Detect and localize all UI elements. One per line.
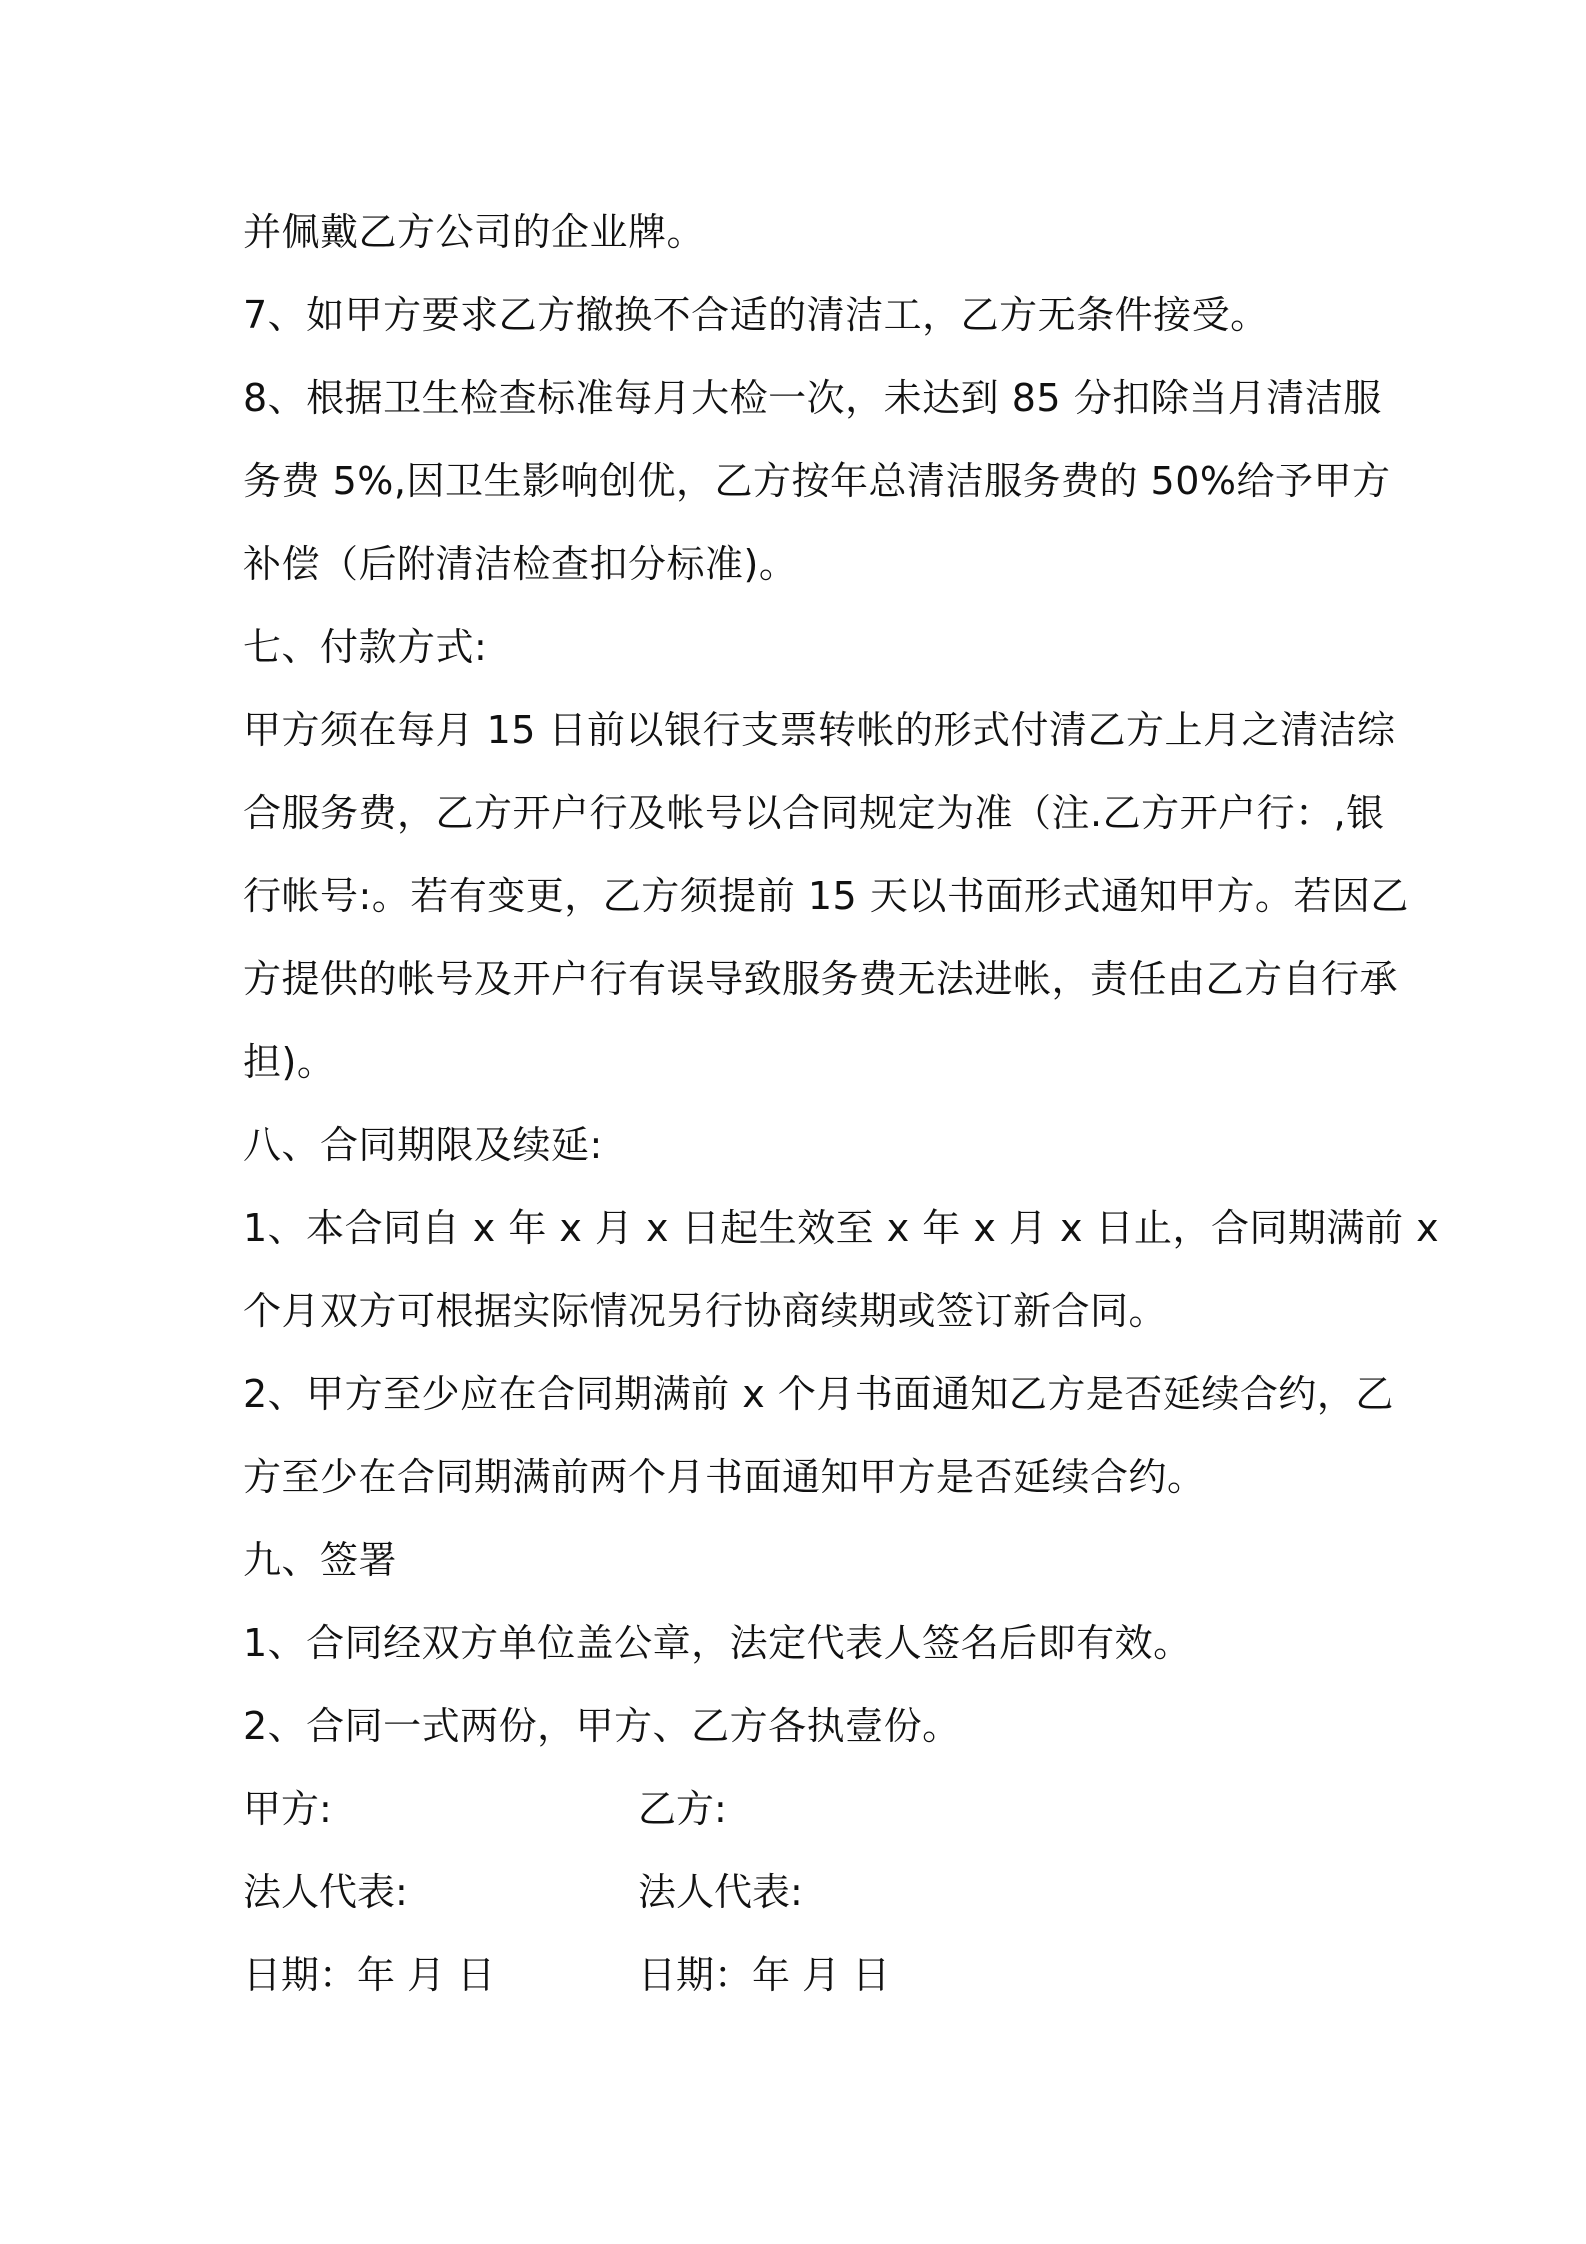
text-line: 担)。 bbox=[243, 1040, 336, 1084]
party-b-label: 乙方: bbox=[638, 1787, 727, 1831]
party-a-representative: 法人代表: bbox=[243, 1870, 408, 1914]
party-a-date: 日期：年 月 日 bbox=[243, 1953, 496, 1997]
text-line: 1、本合同自 x 年 x 月 x 日起生效至 x 年 x 月 x 日止，合同期满前 x bbox=[243, 1206, 1440, 1250]
text-line: 2、合同一式两份，甲方、乙方各执壹份。 bbox=[243, 1704, 961, 1748]
party-a-label: 甲方: bbox=[243, 1787, 332, 1831]
text-line: 补偿（后附清洁检查扣分标准)。 bbox=[243, 542, 798, 586]
text-line: 个月双方可根据实际情况另行协商续期或签订新合同。 bbox=[243, 1289, 1168, 1333]
party-b-representative: 法人代表: bbox=[638, 1870, 803, 1914]
section-heading: 七、付款方式: bbox=[243, 625, 488, 669]
text-line: 甲方须在每月 15 日前以银行支票转帐的形式付清乙方上月之清洁综 bbox=[243, 708, 1396, 752]
text-line: 2、甲方至少应在合同期满前 x 个月书面通知乙方是否延续合约，乙 bbox=[243, 1372, 1394, 1416]
text-line: 务费 5%,因卫生影响创优，乙方按年总清洁服务费的 50%给予甲方 bbox=[243, 459, 1391, 503]
text-line: 方至少在合同期满前两个月书面通知甲方是否延续合约。 bbox=[243, 1455, 1206, 1499]
text-line: 行帐号:。若有变更，乙方须提前 15 天以书面形式通知甲方。若因乙 bbox=[243, 874, 1409, 918]
text-line: 7、如甲方要求乙方撤换不合适的清洁工，乙方无条件接受。 bbox=[243, 293, 1269, 337]
text-line: 并佩戴乙方公司的企业牌。 bbox=[243, 210, 706, 254]
party-b-date: 日期：年 月 日 bbox=[638, 1953, 891, 1997]
text-line: 1、合同经双方单位盖公章，法定代表人签名后即有效。 bbox=[243, 1621, 1192, 1665]
section-heading: 八、合同期限及续延: bbox=[243, 1123, 603, 1167]
text-line: 8、根据卫生检查标准每月大检一次，未达到 85 分扣除当月清洁服 bbox=[243, 376, 1382, 420]
text-line: 合服务费，乙方开户行及帐号以合同规定为准（注.乙方开户行：,银 bbox=[243, 791, 1385, 835]
section-heading: 九、签署 bbox=[243, 1538, 398, 1582]
text-line: 方提供的帐号及开户行有误导致服务费无法进帐，责任由乙方自行承 bbox=[243, 957, 1399, 1001]
